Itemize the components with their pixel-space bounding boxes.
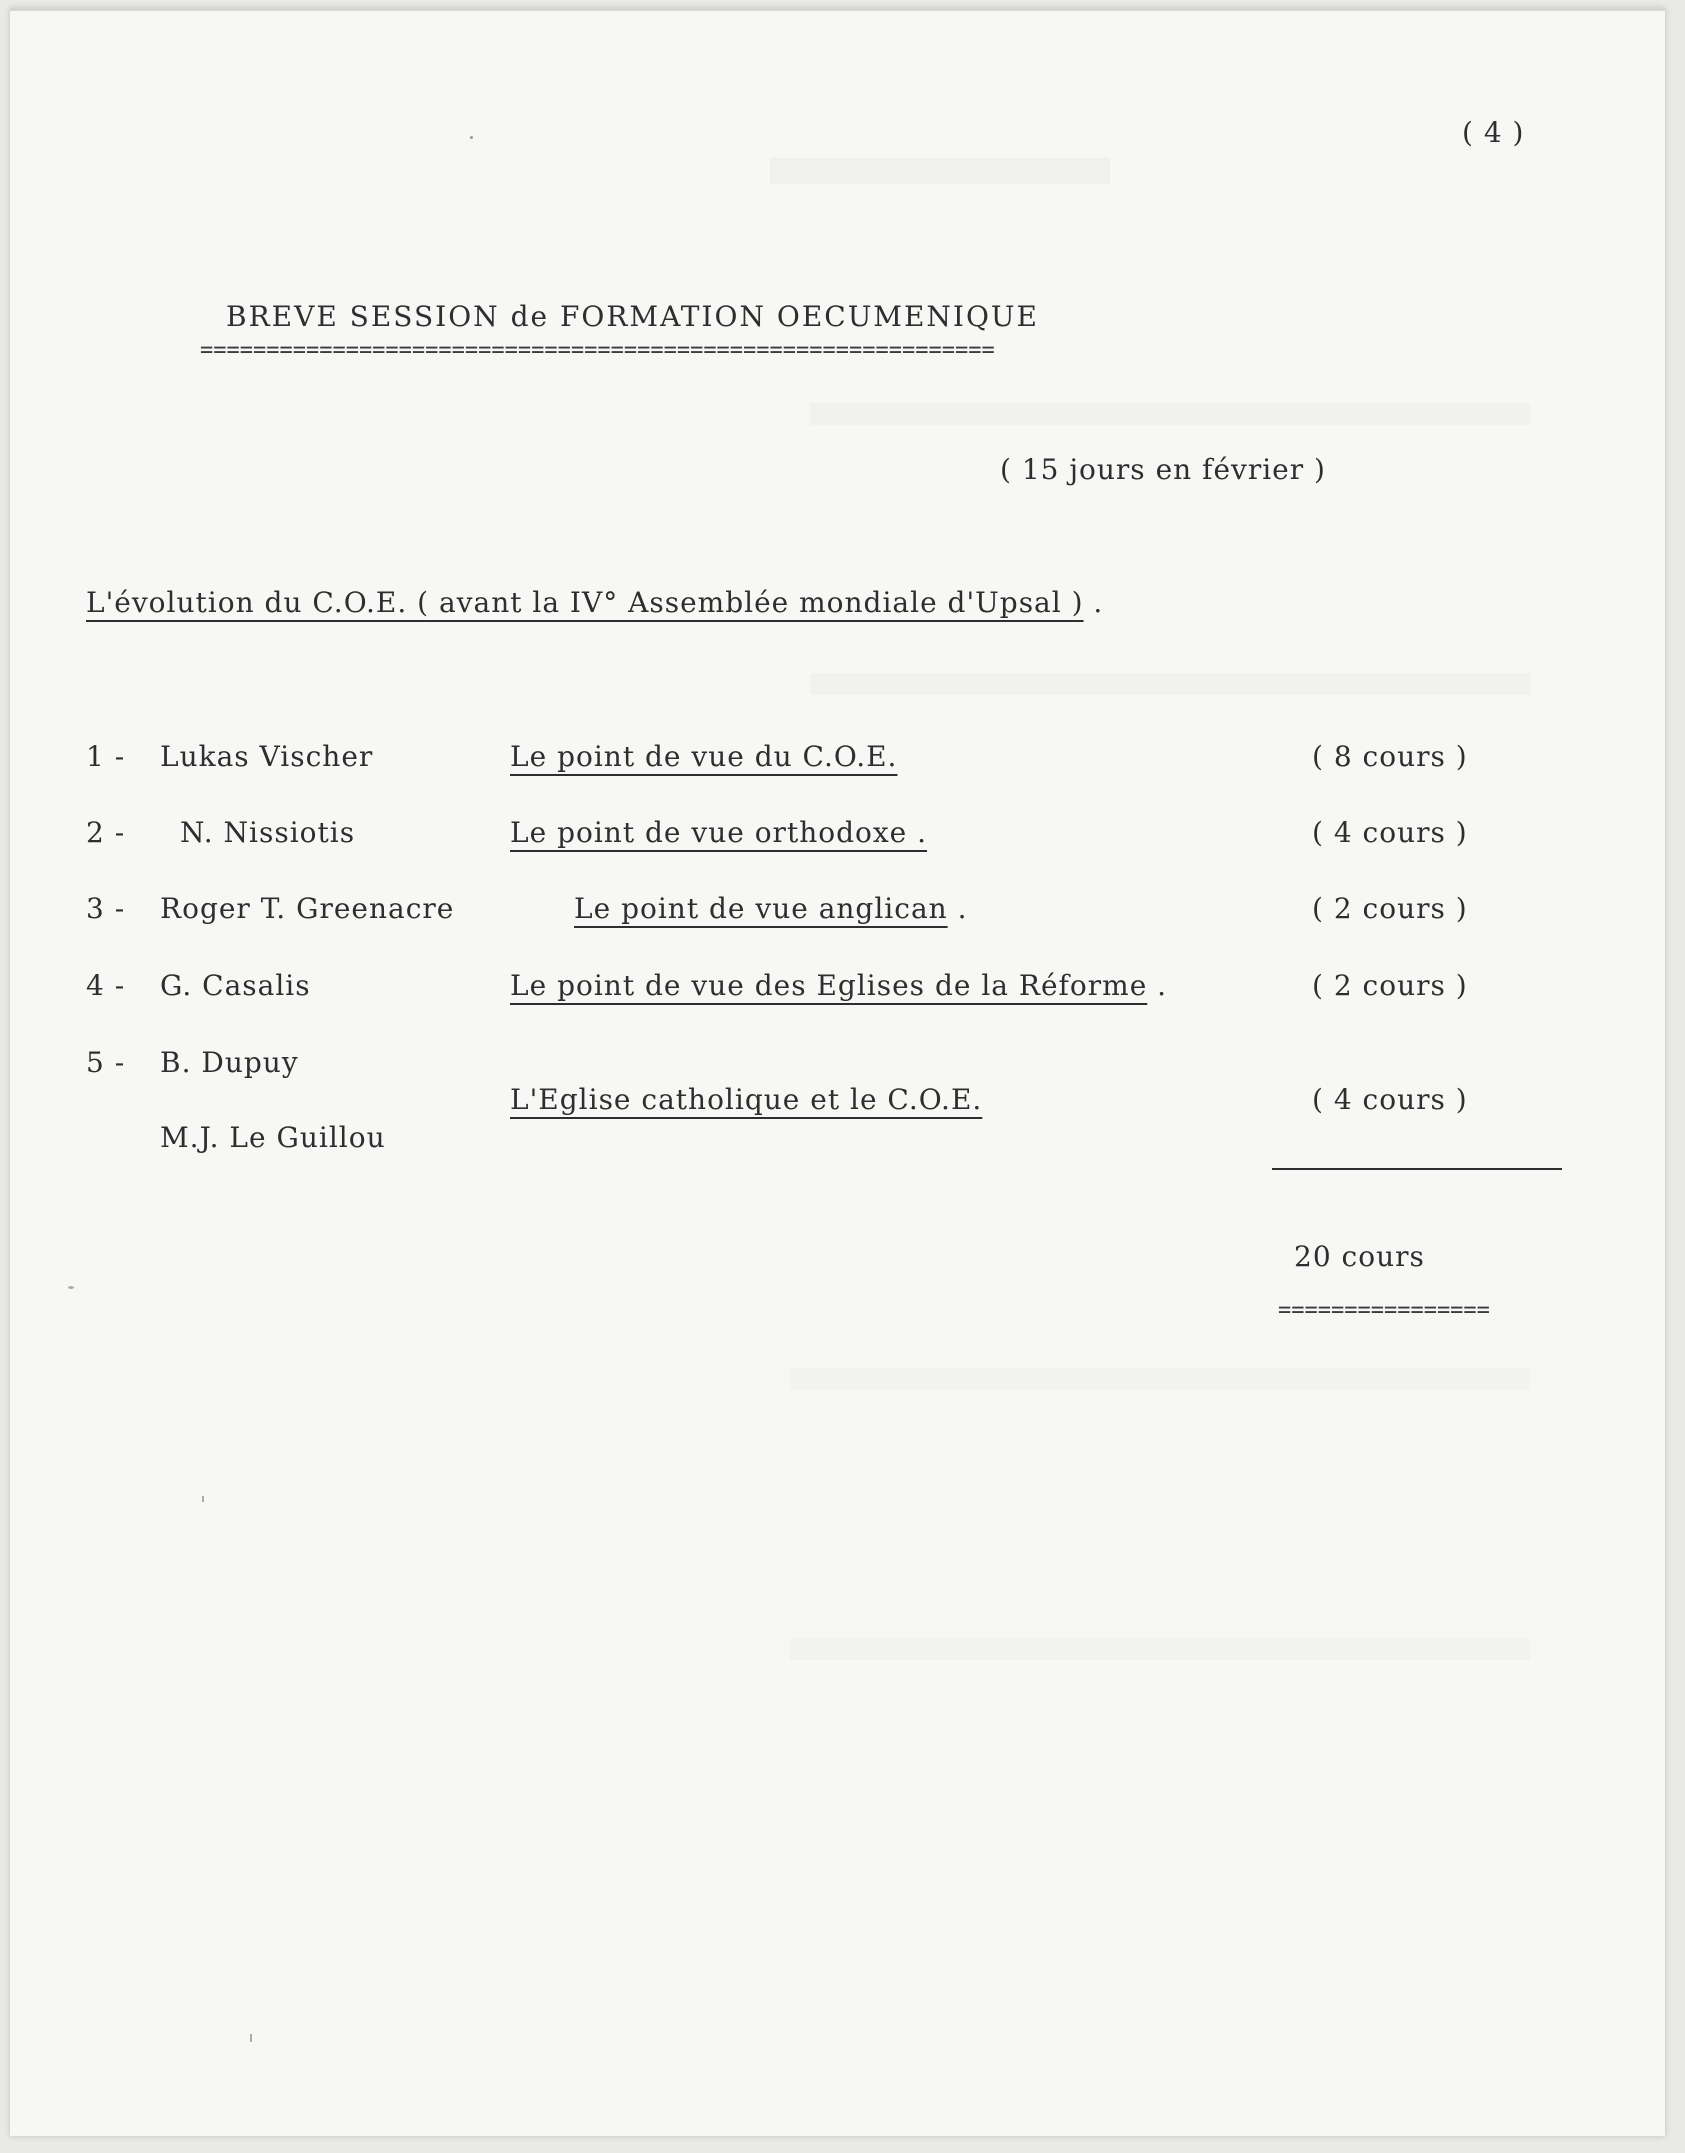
show-through-shadow (810, 403, 1530, 425)
total-rule (1272, 1168, 1562, 1170)
course-topic-5 (510, 1083, 982, 1116)
course-num-3: 3 - (86, 892, 126, 925)
paper-speck (250, 2034, 252, 2042)
lecturer-3: Roger T. Greenacre (160, 892, 455, 925)
course-topic-2 (510, 816, 927, 849)
course-count-4: ( 2 cours ) (1312, 969, 1468, 1002)
show-through-shadow (810, 673, 1530, 695)
lecturer-4: G. Casalis (160, 969, 311, 1002)
document-page (10, 8, 1665, 2136)
lecturer-5a: B. Dupuy (160, 1046, 299, 1079)
course-topic-1-text: Le point de vue du C.O.E. (510, 740, 898, 773)
course-topic-3-text: Le point de vue anglican (574, 892, 948, 925)
show-through-shadow (770, 158, 1110, 184)
lecturer-1: Lukas Vischer (160, 740, 374, 773)
lecturer-2: N. Nissiotis (180, 816, 356, 849)
course-count-5: ( 4 cours ) (1312, 1083, 1468, 1116)
course-topic-3-end: . (947, 892, 968, 925)
course-num-4: 4 - (86, 969, 126, 1002)
page-edge (10, 8, 1665, 11)
course-count-1: ( 8 cours ) (1312, 740, 1468, 773)
course-num-1: 1 - (86, 740, 126, 773)
course-topic-4-end: . (1147, 969, 1168, 1002)
paper-speck (202, 1496, 204, 1502)
course-topic-4 (510, 969, 1167, 1002)
course-topic-3 (574, 892, 967, 925)
lecturer-5b: M.J. Le Guillou (160, 1121, 386, 1154)
paper-speck (470, 136, 473, 139)
section-heading (86, 586, 1103, 619)
paper-speck (68, 1286, 74, 1289)
course-topic-2-text: Le point de vue orthodoxe . (510, 816, 928, 849)
show-through-shadow (790, 1368, 1530, 1390)
course-count-2: ( 4 cours ) (1312, 816, 1468, 849)
session-duration: ( 15 jours en février ) (1000, 453, 1326, 486)
title-double-rule: ============================================================ (200, 338, 995, 363)
section-heading-period: . (1083, 586, 1104, 619)
show-through-shadow (790, 1638, 1530, 1660)
total-double-rule: ================ (1278, 1298, 1490, 1323)
course-topic-4-text: Le point de vue des Eglises de la Réforme (510, 969, 1148, 1002)
course-topic-5-text: L'Eglise catholique et le C.O.E. (510, 1083, 983, 1116)
course-num-2: 2 - (86, 816, 126, 849)
document-title: BREVE SESSION de FORMATION OECUMENIQUE (226, 300, 1039, 333)
section-heading-underlined: L'évolution du C.O.E. ( avant la IV° Assemblée mondiale d'Upsal ) (86, 586, 1084, 619)
course-num-5: 5 - (86, 1046, 126, 1079)
page-number: ( 4 ) (1462, 116, 1525, 149)
course-count-3: ( 2 cours ) (1312, 892, 1468, 925)
total-courses: 20 cours (1294, 1240, 1425, 1273)
course-topic-1 (510, 740, 897, 773)
